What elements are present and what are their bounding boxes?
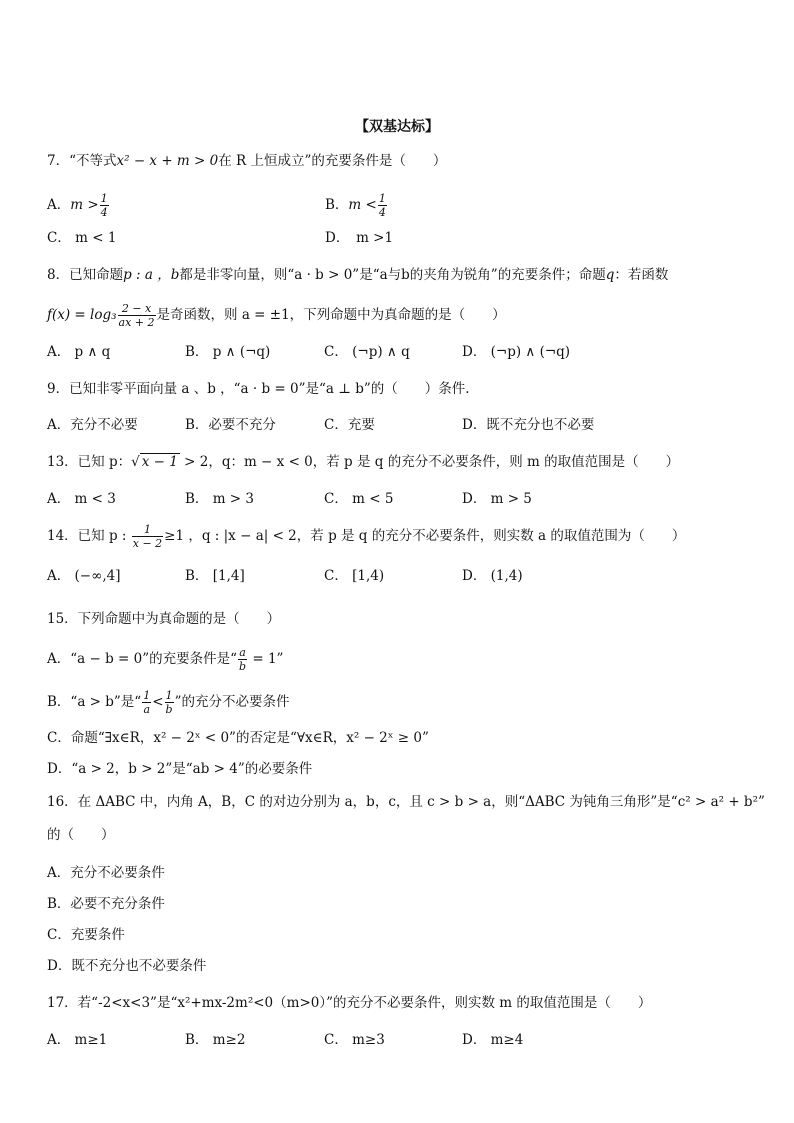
question-14-option-a: A． (−∞,4]	[47, 568, 121, 584]
question-7-option-a: A．m > $\frac{1}{4}$	[47, 192, 108, 219]
question-8-option-d: D． (¬p) ∧ (¬q)	[462, 344, 571, 360]
question-14-stem: 14．已知 p : $\frac{1}{x - 2}$ ≥1 ，q : |x − a| < 2，若 p 是 q 的充分不必要条件，则实数 a 的取值范围为（ ）	[47, 523, 686, 550]
question-13-stem: 13．已知 p：√ x − 1 > 2，q：m − x < 0，若 p 是 q 的充分不必要条件，则 m 的取值范围是（ ）	[47, 454, 680, 470]
question-15-option-a: A．“a − b = 0”的充要条件是“ $\frac{a}{b}$ = 1”	[47, 646, 284, 673]
question-17-option-b: B． m≥2	[185, 1032, 246, 1048]
question-14-option-d: D． (1,4)	[462, 568, 523, 584]
question-13-options	[47, 490, 767, 508]
question-8-stem-line2: f(x) = log₃ $\frac{2 - x}{ax + 2}$ 是奇函数，则 a = ±1，下列命题中为真命题的是（ ）	[47, 302, 506, 329]
question-9-option-d: D．既不充分也不必要	[462, 417, 595, 433]
question-7-options	[47, 192, 767, 219]
question-13-option-c: C． m < 5	[324, 491, 394, 507]
question-17-option-a: A． m≥1	[47, 1032, 108, 1048]
question-8-stem-line1: 8．已知命题p : a ，b都是非零向量，则“a · b > 0”是“a与b的夹角为锐角”的充要条件；命题q：若函数	[47, 267, 669, 283]
question-9-stem: 9．已知非零平面向量 a 、b ，“a · b = 0”是“a ⊥ b”的（ ）条件.	[47, 381, 470, 397]
question-8-options	[47, 343, 767, 361]
question-16-option-c: C．充要条件	[47, 927, 125, 943]
question-7-stem: 7．“不等式x² − x + m > 0在 R 上恒成立”的充要条件是（ ）	[47, 153, 447, 169]
question-13-option-d: D． m > 5	[462, 491, 532, 507]
question-14-option-c: C． [1,4)	[324, 568, 385, 584]
question-8-option-b: B． p ∧ (¬q)	[185, 344, 271, 360]
question-13-option-b: B． m > 3	[185, 491, 254, 507]
question-15-stem: 15．下列命题中为真命题的是（ ）	[47, 611, 281, 627]
question-16-option-b: B．必要不充分条件	[47, 896, 165, 912]
question-14-option-b: B． [1,4]	[185, 568, 245, 584]
question-16-option-a: A．充分不必要条件	[47, 865, 165, 881]
question-15-option-d: D．“a > 2，b > 2”是“ab > 4”的必要条件	[47, 761, 313, 777]
question-8-option-c: C． (¬p) ∧ q	[324, 344, 410, 360]
question-17-option-d: D． m≥4	[462, 1032, 524, 1048]
question-13-option-a: A． m < 3	[47, 491, 116, 507]
question-16-stem-line2: 的（ ）	[47, 827, 115, 843]
question-7-options-row2	[47, 229, 767, 247]
question-17-options	[47, 1031, 767, 1049]
question-9-options	[47, 416, 767, 434]
section-title: 【双基达标】	[355, 119, 439, 135]
question-16-option-d: D．既不充分也不必要条件	[47, 958, 207, 974]
question-14-options	[47, 567, 767, 585]
question-7-option-c: C． m < 1	[47, 230, 117, 246]
question-17-option-c: C． m≥3	[324, 1032, 385, 1048]
question-7-option-d: D． m >1	[325, 230, 394, 246]
question-9-option-b: B．必要不充分	[185, 417, 276, 433]
question-15-option-b: B．“a > b”是“ $\frac{1}{a}$ < $\frac{1}{b}$ ”的充分不必要条件	[47, 689, 290, 716]
question-15-option-c: C．命题“∃x∈R，x² − 2ˣ < 0”的否定是“∀x∈R，x² − 2ˣ ≥ 0”	[47, 730, 429, 746]
question-17-stem: 17．若“-2<x<3”是“x²+mx-2m²<0（m>0）”的充分不必要条件，则实数 m 的取值范围是（ ）	[47, 995, 652, 1011]
question-8-option-a: A． p ∧ q	[47, 344, 111, 360]
question-7-option-b: B．m < $\frac{1}{4}$	[325, 192, 386, 219]
question-16-stem-line1: 16．在 ΔABC 中，内角 A，B，C 的对边分别为 a，b，c，且 c > b > a，则“ΔABC 为钝角三角形”是“c² > a² + b²”	[47, 794, 765, 810]
question-9-option-a: A．充分不必要	[47, 417, 138, 433]
question-9-option-c: C．充要	[324, 417, 375, 433]
